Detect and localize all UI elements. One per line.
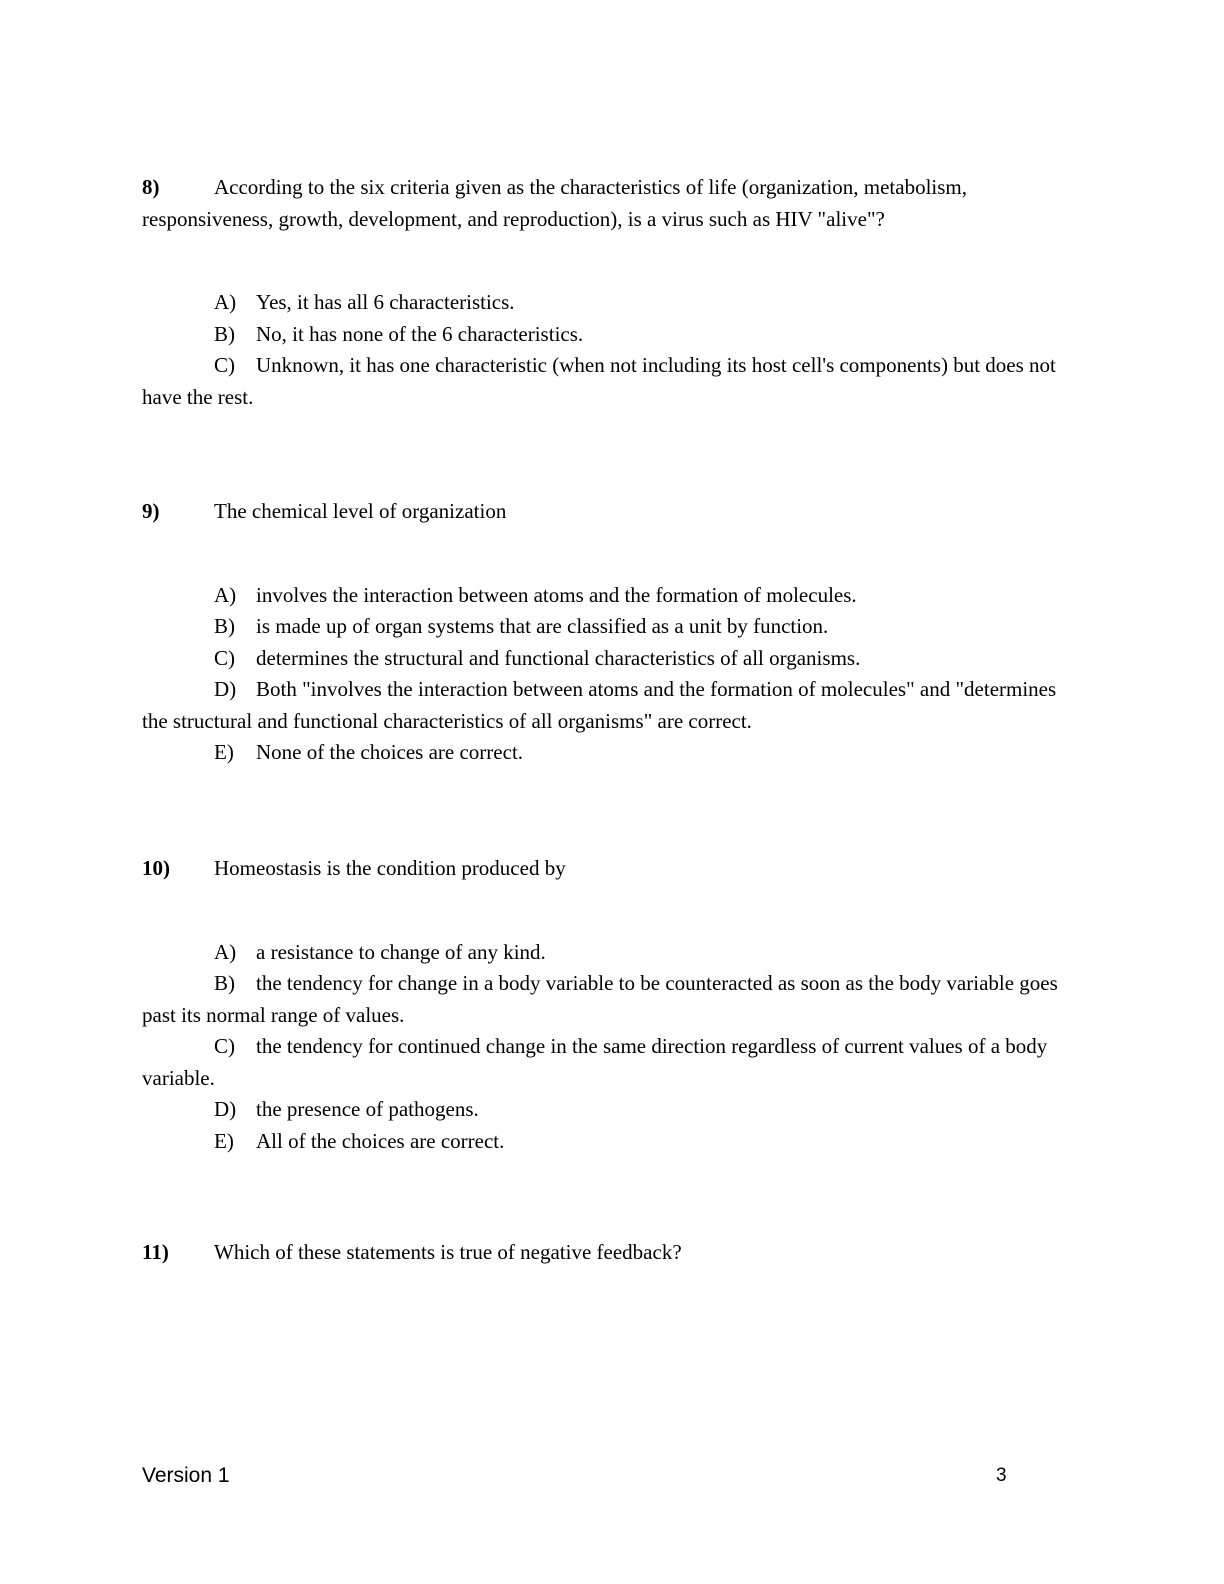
question-text: The chemical level of organization (214, 499, 507, 523)
choice-letter: A) (214, 582, 237, 607)
answer-choice-a (142, 287, 1082, 319)
question-11 (142, 1237, 1082, 1269)
choice-letter: E) (214, 740, 234, 764)
question-stem (142, 496, 1082, 528)
question-text: Homeostasis is the condition produced by (214, 856, 566, 880)
question-stem (142, 172, 1082, 235)
question-number: 10) (142, 856, 170, 880)
choice-letter: B) (214, 614, 235, 638)
choice-text: No, it has none of the 6 characteristics. (256, 321, 584, 346)
footer-page-number: 3 (996, 1465, 1007, 1486)
answer-choice-b (142, 968, 1082, 1031)
choice-text: Yes, it has all 6 characteristics. (256, 290, 515, 314)
answer-choices (142, 580, 1082, 769)
answer-choice-a (142, 937, 1082, 969)
choice-letter: D) (214, 1097, 237, 1121)
question-number: 11) (142, 1240, 169, 1264)
choice-letter: D) (214, 677, 237, 701)
answer-choices (142, 287, 1082, 413)
choice-text: determines the structural and functional characteristics of all organisms. (256, 645, 861, 670)
answer-choice-e (142, 737, 1082, 769)
question-text: According to the six criteria given as the characteristics of life (organization, metabolism, responsiveness, growth, development, and reproduction), is a virus such as HIV "alive"? (142, 175, 968, 231)
footer-version: Version 1 (142, 1464, 230, 1487)
answer-choice-d (142, 674, 1082, 737)
question-stem (142, 1237, 1082, 1269)
choice-letter: C) (214, 353, 235, 377)
answer-choice-d (142, 1094, 1082, 1126)
choice-letter: A) (214, 939, 237, 964)
choice-text: the tendency for continued change in the same direction regardless of current values of a body variable. (142, 1034, 1048, 1090)
choice-text: the tendency for change in a body variable to be counteracted as soon as the body variable goes past its normal range of values. (142, 971, 1058, 1027)
answer-choices (142, 937, 1082, 1158)
choice-letter: E) (214, 1128, 234, 1153)
choice-letter: A) (214, 290, 237, 314)
choice-text: Unknown, it has one characteristic (when not including its host cell's components) but does not have the rest. (142, 353, 1056, 409)
choice-text: None of the choices are correct. (256, 740, 524, 764)
choice-text: a resistance to change of any kind. (256, 939, 546, 964)
question-text: Which of these statements is true of negative feedback? (214, 1240, 682, 1264)
answer-choice-b (142, 611, 1082, 643)
answer-choice-c (142, 1031, 1082, 1094)
question-stem (142, 853, 1082, 885)
answer-choice-a (142, 580, 1082, 612)
choice-letter: C) (214, 1034, 235, 1058)
choice-text: All of the choices are correct. (256, 1128, 505, 1153)
choice-text: is made up of organ systems that are classified as a unit by function. (256, 614, 829, 638)
choice-letter: C) (214, 645, 235, 670)
choice-text: the presence of pathogens. (256, 1097, 479, 1121)
question-9 (142, 496, 1082, 769)
choice-letter: B) (214, 321, 235, 346)
question-10 (142, 853, 1082, 1157)
answer-choice-b (142, 319, 1082, 351)
question-number: 8) (142, 175, 160, 199)
choice-text: involves the interaction between atoms and the formation of molecules. (256, 582, 857, 607)
answer-choice-c (142, 643, 1082, 675)
answer-choice-c (142, 350, 1082, 413)
question-8 (142, 172, 1082, 413)
choice-letter: B) (214, 971, 235, 995)
choice-text: Both "involves the interaction between atoms and the formation of molecules" and "determines the structural and functional characteristics of all organisms" are correct. (142, 677, 1057, 733)
question-number: 9) (142, 499, 160, 523)
answer-choice-e (142, 1126, 1082, 1158)
